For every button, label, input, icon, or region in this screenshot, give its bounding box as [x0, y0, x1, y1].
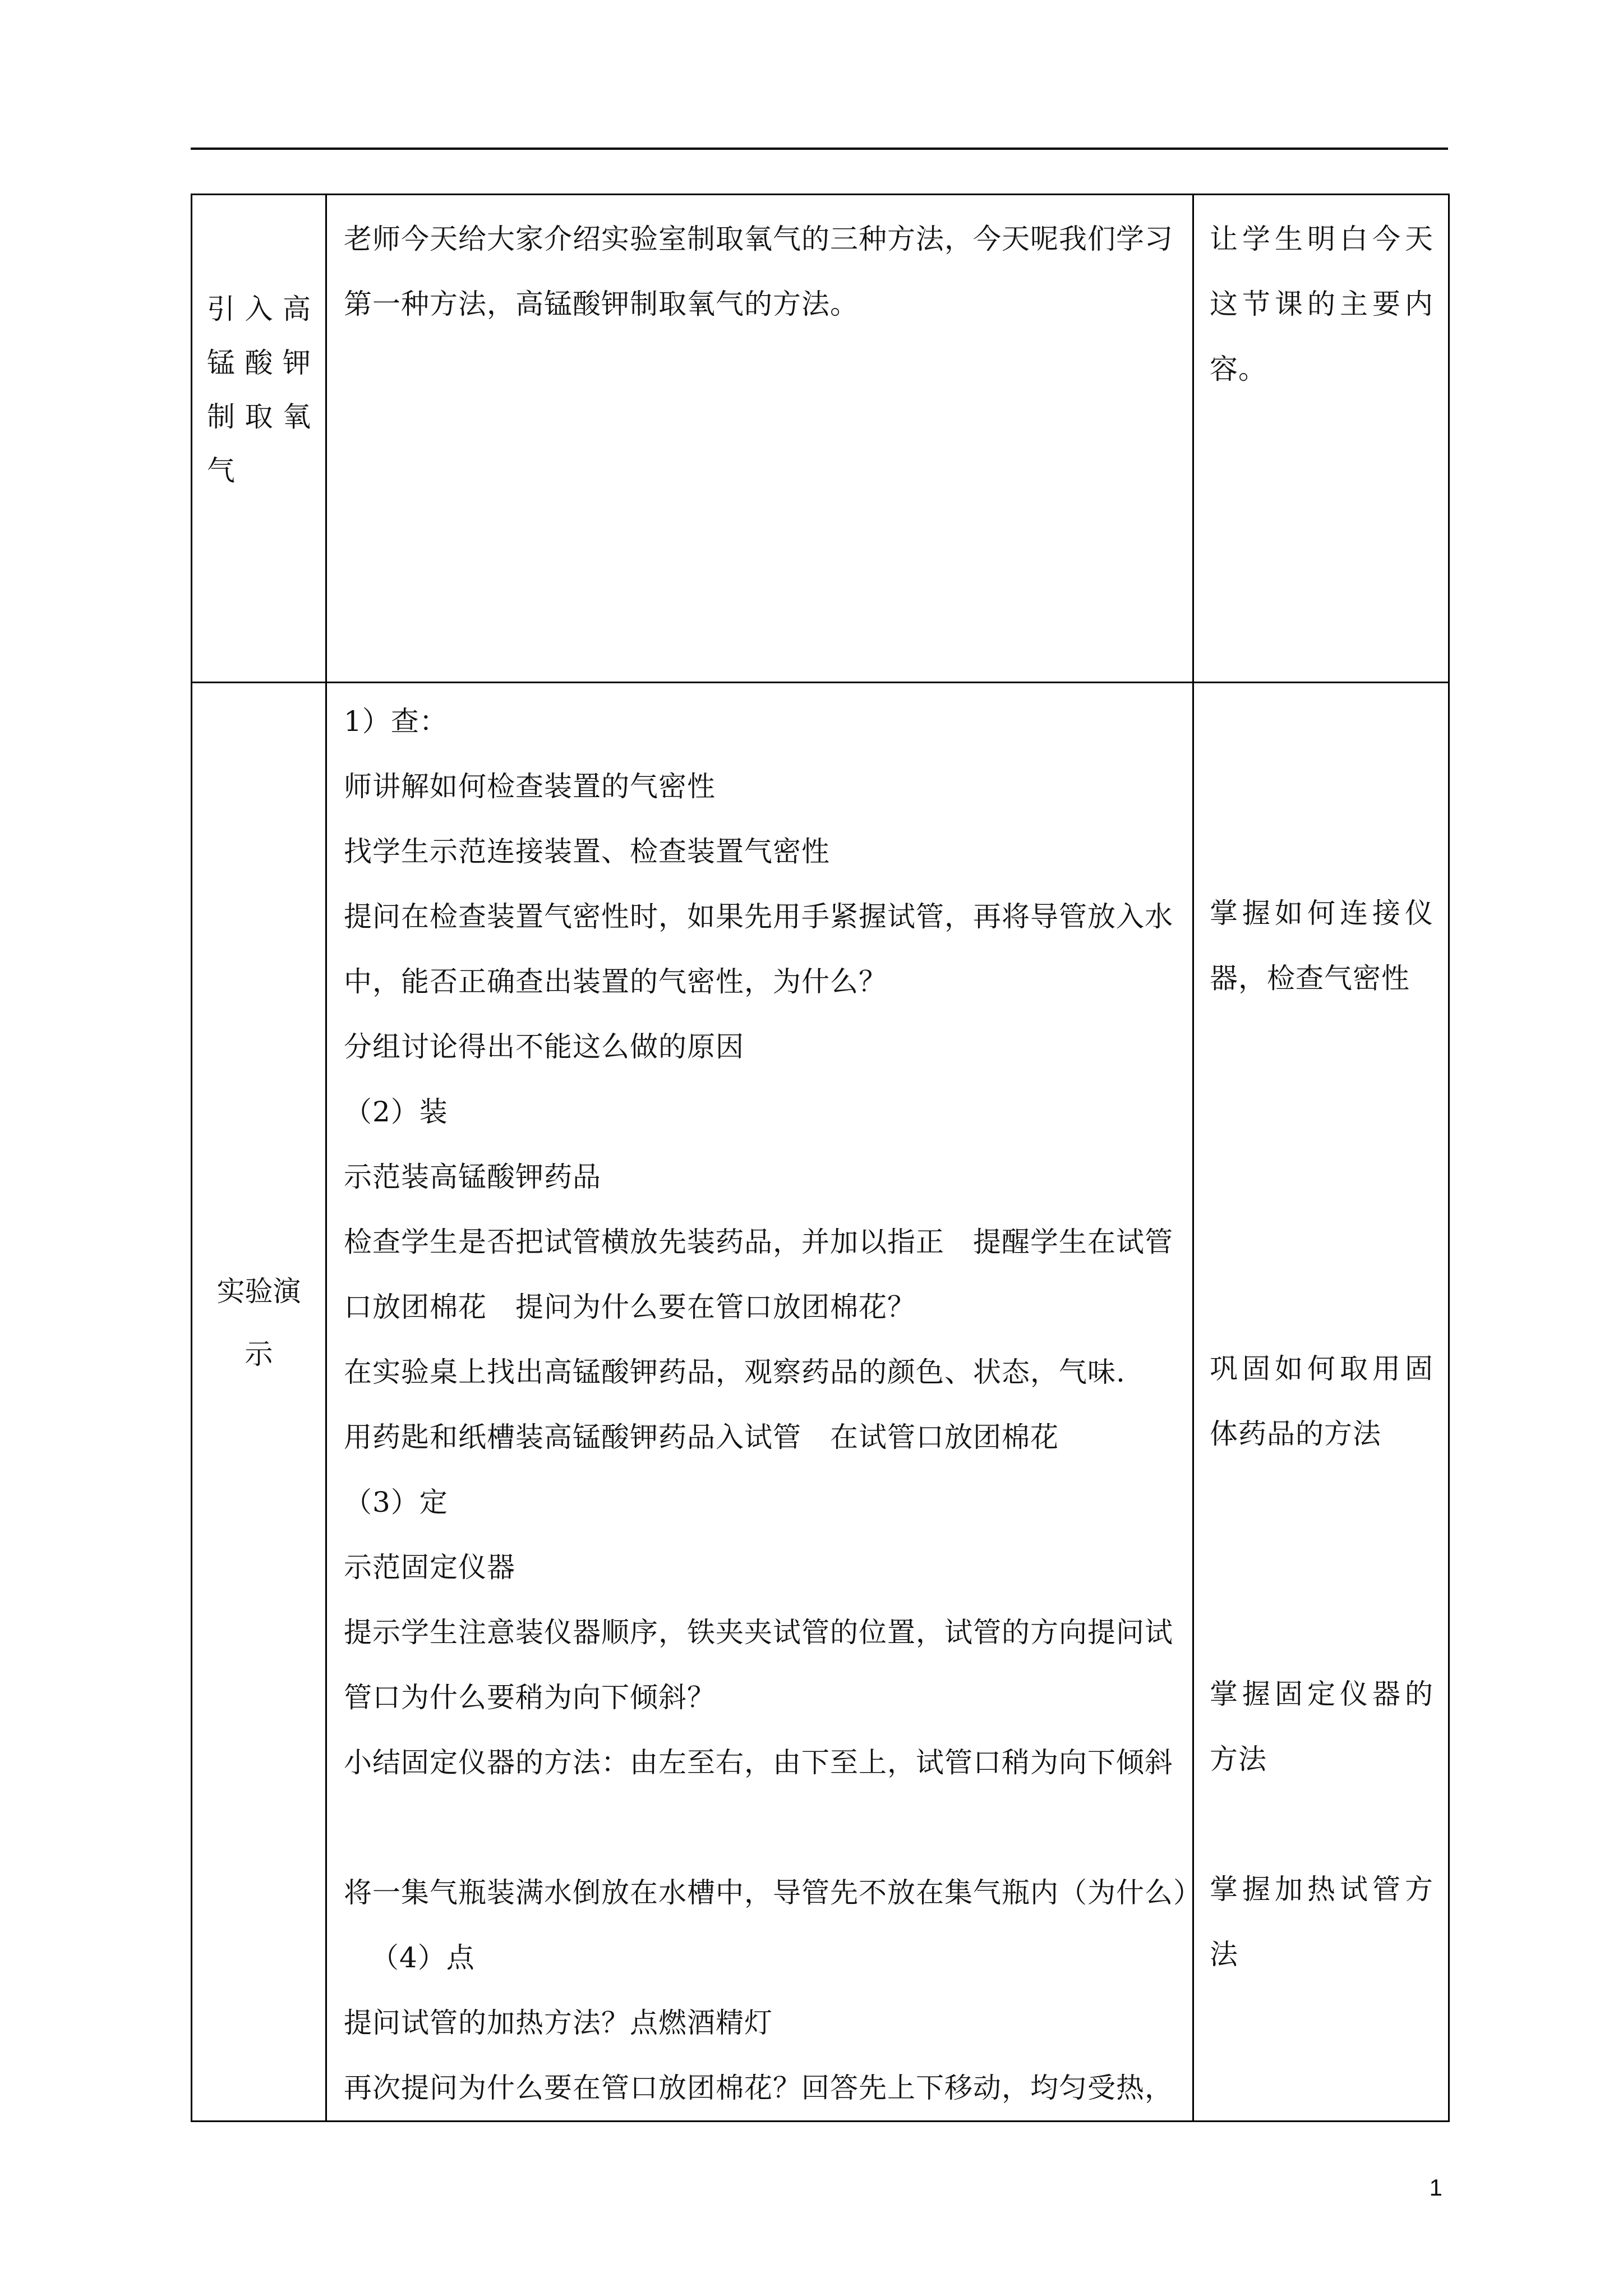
- text-line: 示范固定仪器: [344, 1551, 515, 1584]
- text-line: 掌握固定仪器的: [1210, 1678, 1433, 1710]
- blank-line: [344, 1795, 1179, 1860]
- text-line: 掌握加热试管方: [1210, 1873, 1433, 1906]
- text-line: 中，能否正确查出装置的气密性，为什么？: [344, 965, 887, 998]
- text-line: 方法: [1210, 1743, 1267, 1775]
- text-line: 老师今天给大家介绍实验室制取氧气的三种方法，今天呢我们学习: [344, 223, 1173, 255]
- page-number: 1: [1429, 2174, 1442, 2201]
- text-line: （4）点: [371, 1941, 475, 1974]
- text-line: 检查学生是否把试管横放先装药品，并加以指正 提醒学生在试管: [344, 1226, 1173, 1258]
- text-line: 在实验桌上找出高锰酸钾药品，观察药品的颜色、状态，气味.: [344, 1356, 1126, 1388]
- text-line: 法: [1210, 1938, 1238, 1971]
- text-line: 1）查：: [344, 705, 448, 738]
- text-line: 让学生明白今天: [1210, 223, 1433, 255]
- text-line: 用药匙和纸槽装高锰酸钾药品入试管 在试管口放团棉花: [344, 1421, 1059, 1453]
- text-line: 提问在检查装置气密性时，如果先用手紧握试管，再将导管放入水: [344, 900, 1173, 933]
- text-line: 将一集气瓶装满水倒放在水槽中，导管先不放在集气瓶内（为什么）: [344, 1876, 1202, 1909]
- teacher-activity-cell: [326, 195, 1193, 683]
- text-line: 巩固如何取用固: [1210, 1352, 1433, 1385]
- text-line: 找学生示范连接装置、检查装置气密性: [344, 835, 830, 868]
- design-intent-cell: [1193, 195, 1449, 683]
- table-row: [192, 683, 1449, 2122]
- text-line: 示范装高锰酸钾药品: [344, 1161, 601, 1193]
- design-intent-cell: [1193, 683, 1449, 2122]
- text-line: （3）定: [344, 1486, 448, 1519]
- teacher-activity-cell: [326, 683, 1202, 2122]
- stage-cell: [192, 683, 326, 2122]
- text-line: 小结固定仪器的方法：由左至右，由下至上，试管口稍为向下倾斜: [344, 1746, 1173, 1779]
- text-line: 再次提问为什么要在管口放团棉花？回答先上下移动，均匀受热，: [344, 2072, 1173, 2104]
- text-line: 提问试管的加热方法？点燃酒精灯: [344, 2007, 773, 2039]
- text-line: 第一种方法，高锰酸钾制取氧气的方法。: [344, 288, 859, 320]
- stage-label: 示: [245, 1338, 273, 1370]
- text-line: 口放团棉花 提问为什么要在管口放团棉花？: [344, 1291, 916, 1323]
- text-line: 分组讨论得出不能这么做的原因: [344, 1030, 744, 1063]
- text-line: 容。: [1210, 353, 1267, 385]
- text-line: 管口为什么要稍为向下倾斜？: [344, 1681, 716, 1714]
- text-line: 器，检查气密性: [1210, 962, 1410, 995]
- stage-label: 实验演: [216, 1275, 301, 1308]
- text-line: 师讲解如何检查装置的气密性: [344, 770, 716, 803]
- text-line: （2）装: [344, 1096, 448, 1128]
- stage-cell: [192, 195, 326, 683]
- lesson-plan-table: [191, 194, 1450, 2122]
- text-line: 掌握如何连接仪: [1210, 897, 1433, 930]
- table-row: [192, 195, 1449, 683]
- text-line: 这节课的主要内: [1210, 288, 1433, 320]
- text-line: 提示学生注意装仪器顺序，铁夹夹试管的位置，试管的方向提问试: [344, 1616, 1173, 1649]
- stage-label: 引入高锰酸钾制取氧气: [207, 293, 311, 487]
- text-line: 体药品的方法: [1210, 1418, 1381, 1450]
- header-rule: [191, 148, 1448, 150]
